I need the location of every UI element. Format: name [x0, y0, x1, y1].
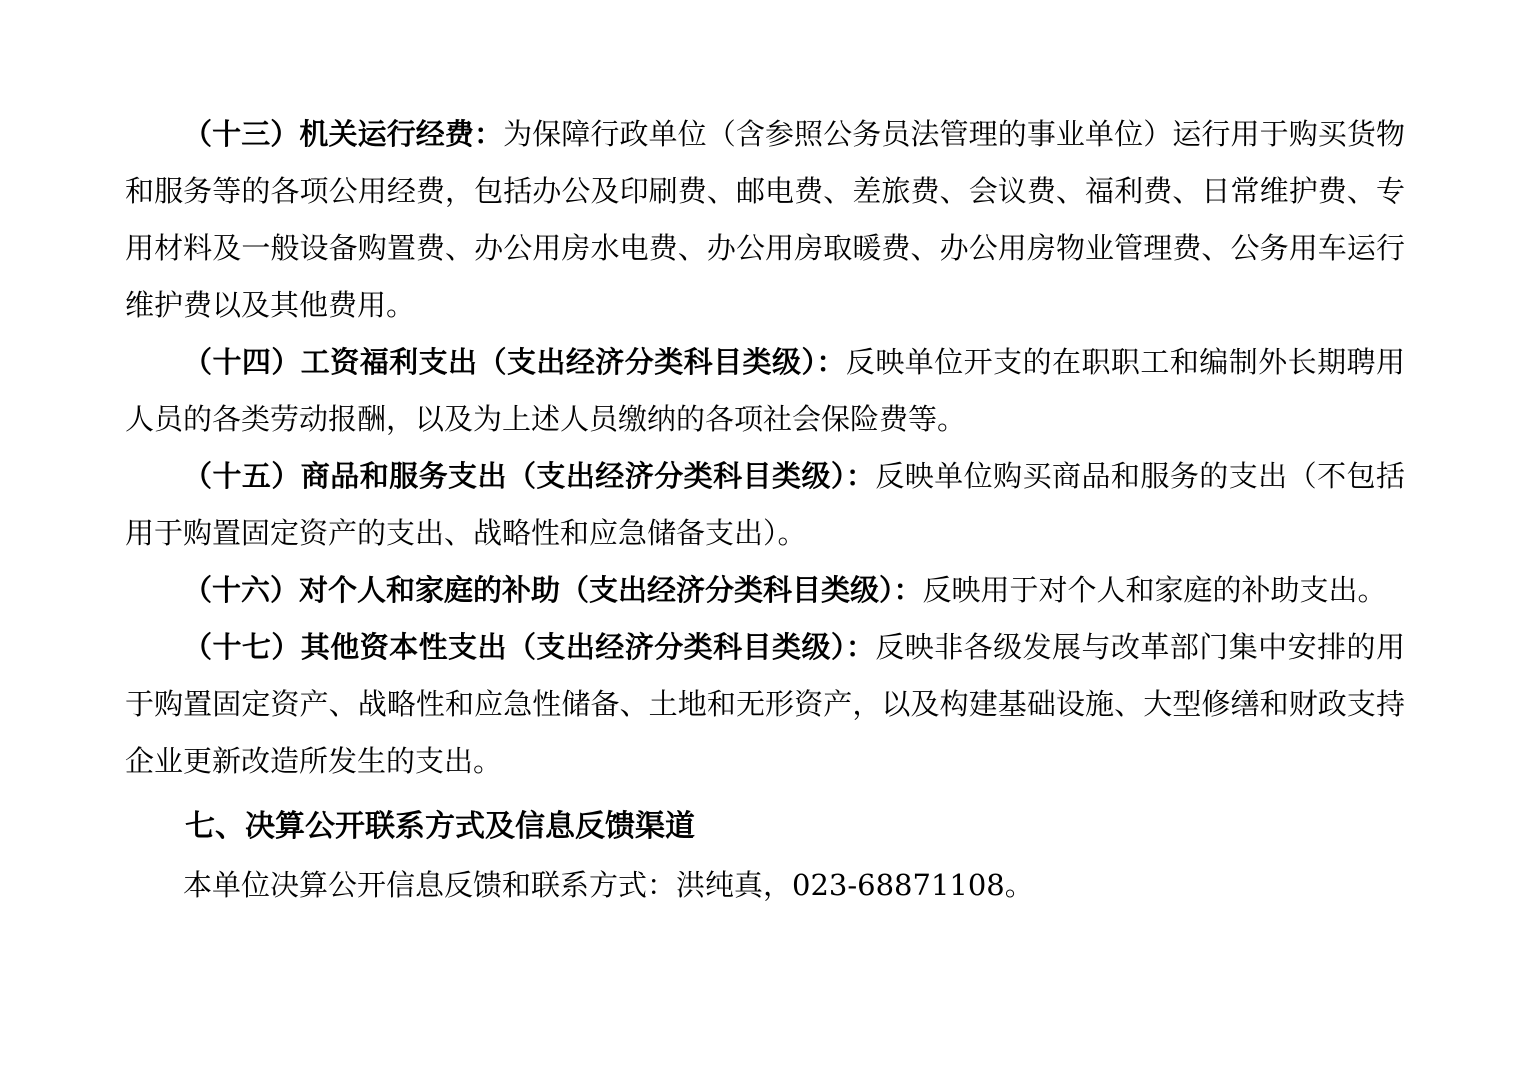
paragraph-item-14: [125, 334, 1405, 448]
paragraph-item-13: [125, 106, 1405, 334]
section-heading: 七、决算公开联系方式及信息反馈渠道: [185, 809, 695, 844]
contact-line: 本单位决算公开信息反馈和联系方式：洪纯真，023-68871108。: [183, 868, 1034, 902]
item-14-definition: 反映单位开支的在职职工和编制外长期聘用人员的各类劳动报酬，以及为上述人员缴纳的各项社会保险费等。: [125, 345, 1405, 436]
item-13-term: （十三）机关运行经费：: [183, 117, 504, 151]
paragraph-item-17: [125, 619, 1405, 790]
item-15-term: （十五）商品和服务支出（支出经济分类科目类级）：: [183, 459, 876, 493]
item-15-definition: 反映单位购买商品和服务的支出（不包括用于购置固定资产的支出、战略性和应急储备支出）。: [125, 459, 1405, 550]
paragraph-item-15: [125, 448, 1405, 562]
item-17-term: （十七）其他资本性支出（支出经济分类科目类级）：: [183, 630, 876, 664]
paragraph-item-16: [125, 562, 1405, 619]
item-16-definition: 反映用于对个人和家庭的补助支出。: [922, 573, 1387, 607]
item-16-term: （十六）对个人和家庭的补助（支出经济分类科目类级）：: [183, 573, 923, 607]
item-14-term: （十四）工资福利支出（支出经济分类科目类级）：: [183, 345, 846, 379]
item-13-definition: 为保障行政单位（含参照公务员法管理的事业单位）运行用于购买货物和服务等的各项公用经费，包括办公及印刷费、邮电费、差旅费、会议费、福利费、日常维护费、专用材料及一般设备购置费、办公用房水电费、办公用房取暖费、办公用房物业管理费、公务用车运行维护费以及其他费用。: [125, 117, 1405, 322]
item-17-definition: 反映非各级发展与改革部门集中安排的用于购置固定资产、战略性和应急性储备、土地和无形资产，以及构建基础设施、大型修缮和财政支持企业更新改造所发生的支出。: [125, 630, 1405, 778]
